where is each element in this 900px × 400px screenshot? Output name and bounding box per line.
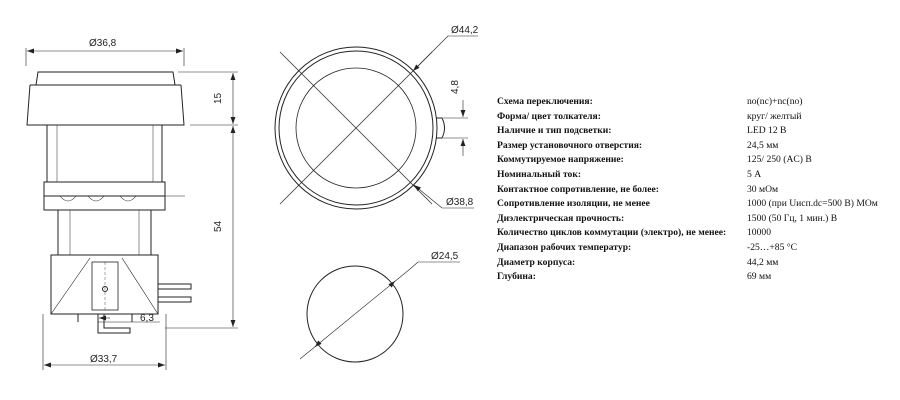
spec-row: [497, 183, 892, 198]
spec-label: Диапазон рабочих температур:: [497, 241, 632, 253]
spec-value: 1000 (при Uисп.dc=500 В) МОм: [747, 198, 878, 210]
dim-key-width: 4,8: [450, 80, 461, 94]
spec-label: Размер установочного отверстия:: [497, 139, 643, 151]
spec-label: Сопротивление изоляции, не менее: [497, 198, 650, 210]
spec-value: 69 мм: [747, 271, 772, 283]
spec-value: -25…+85 °C: [747, 241, 798, 253]
spec-label: Диэлектрическая прочность:: [497, 212, 625, 224]
spec-row: [497, 110, 892, 125]
spec-table: [497, 95, 892, 285]
spec-row: [497, 168, 892, 183]
spec-row: [497, 256, 892, 271]
spec-label: Диаметр корпуса:: [497, 256, 576, 268]
spec-row: [497, 139, 892, 154]
spec-label: Коммутируемое напряжение:: [497, 154, 624, 166]
spec-row: [497, 212, 892, 227]
spec-value: 10000: [747, 227, 771, 239]
dim-hole-diameter: Ø24,5: [431, 251, 459, 262]
dim-cap-height: 15: [213, 92, 224, 104]
spec-row: [497, 270, 892, 285]
spec-value: круг/ желтый: [747, 110, 802, 122]
spec-row: [497, 153, 892, 168]
mounting-cutout: [300, 262, 460, 362]
dim-width-bottom: Ø33,7: [90, 354, 118, 365]
dim-outer-diameter: Ø44,2: [451, 25, 479, 36]
spec-label: Наличие и тип подсветки:: [497, 125, 612, 137]
spec-value: no(nc)+nc(no): [747, 96, 803, 107]
spec-label: Форма/ цвет толкателя:: [497, 110, 601, 122]
spec-row: [497, 241, 892, 256]
spec-label: Номинальный ток:: [497, 168, 582, 180]
front-view: [275, 36, 478, 209]
side-view: [26, 48, 238, 370]
spec-row: [497, 95, 892, 110]
spec-row: [497, 226, 892, 241]
spec-label: Контактное сопротивление, не более:: [497, 183, 659, 195]
spec-value: 5 А: [747, 168, 762, 180]
spec-value: 44,2 мм: [747, 256, 779, 268]
spec-value: 125/ 250 (AC) В: [747, 154, 812, 166]
spec-label: Схема переключения:: [497, 96, 593, 107]
spec-row: [497, 197, 892, 212]
spec-value: 1500 (50 Гц, 1 мин.) В: [747, 212, 838, 224]
spec-value: LED 12 В: [747, 125, 787, 137]
dim-inner-diameter: Ø38,8: [446, 197, 474, 208]
spec-row: [497, 124, 892, 139]
dim-pin-offset: 6,3: [140, 313, 154, 324]
spec-value: 30 мОм: [747, 183, 779, 195]
dim-width-top: Ø36,8: [89, 38, 117, 49]
spec-value: 24,5 мм: [747, 139, 779, 151]
dim-total-height: 54: [213, 220, 224, 232]
spec-label: Глубина:: [497, 271, 536, 283]
spec-label: Количество циклов коммутации (электро), не менее:: [497, 227, 727, 239]
